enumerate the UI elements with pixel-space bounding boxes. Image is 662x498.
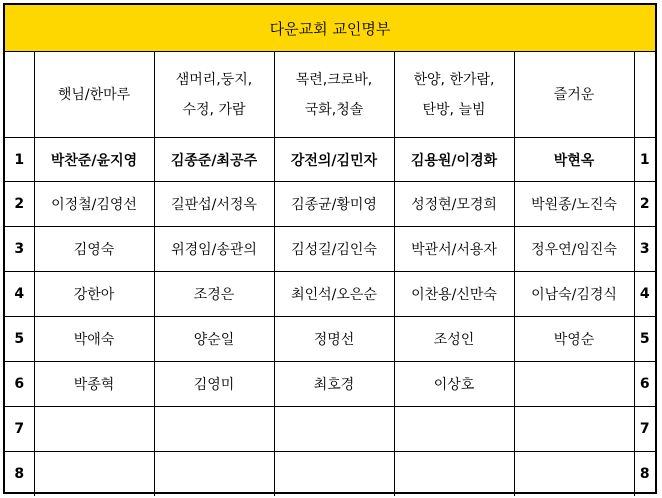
member-cell xyxy=(154,407,274,452)
table-row xyxy=(5,317,655,362)
table-row xyxy=(5,227,655,272)
member-cell xyxy=(514,407,634,452)
member-cell xyxy=(154,452,274,497)
member-cell: 박영순 xyxy=(514,317,634,362)
member-cell: 이상호 xyxy=(394,362,514,407)
member-cell: 길판섭/서정옥 xyxy=(154,182,274,227)
member-cell: 위경임/송관의 xyxy=(154,227,274,272)
member-cell: 김종준/최공주 xyxy=(154,138,274,182)
group-header-line: 수정, 가람 xyxy=(182,101,246,118)
row-number-right: 2 xyxy=(634,182,655,227)
member-cell: 조성인 xyxy=(394,317,514,362)
member-cell: 최인석/오은순 xyxy=(274,272,394,317)
row-number-right: 6 xyxy=(634,362,655,407)
table-row xyxy=(5,138,655,182)
member-cell xyxy=(394,407,514,452)
header-row xyxy=(5,52,655,138)
row-number-left: 6 xyxy=(5,362,34,407)
row-number-left: 8 xyxy=(5,452,34,497)
table-row xyxy=(5,182,655,227)
member-cell xyxy=(514,452,634,497)
member-cell: 김성길/김인숙 xyxy=(274,227,394,272)
row-number-left: 2 xyxy=(5,182,34,227)
row-number-right: 4 xyxy=(634,272,655,317)
member-cell: 박종혁 xyxy=(34,362,154,407)
group-header xyxy=(154,52,274,138)
member-cell: 김종균/황미영 xyxy=(274,182,394,227)
header-corner-left xyxy=(5,52,34,138)
row-number-right: 3 xyxy=(634,227,655,272)
member-cell: 박관서/서용자 xyxy=(394,227,514,272)
row-number-right: 7 xyxy=(634,407,655,452)
row-number-right: 8 xyxy=(634,452,655,497)
member-cell: 김용원/이경화 xyxy=(394,138,514,182)
member-cell: 이남숙/김경식 xyxy=(514,272,634,317)
group-header-line: 목련,크로바, xyxy=(295,71,373,88)
member-cell: 이정철/김영선 xyxy=(34,182,154,227)
group-header-line: 국화,청솔 xyxy=(304,101,364,118)
group-header xyxy=(514,52,634,138)
table-row xyxy=(5,452,655,497)
group-header xyxy=(34,52,154,138)
member-cell xyxy=(274,407,394,452)
member-cell: 최호경 xyxy=(274,362,394,407)
row-number-right: 1 xyxy=(634,138,655,182)
member-cell: 이찬용/신만숙 xyxy=(394,272,514,317)
row-number-left: 5 xyxy=(5,317,34,362)
member-cell xyxy=(274,452,394,497)
member-cell xyxy=(34,452,154,497)
row-number-left: 7 xyxy=(5,407,34,452)
member-cell: 강한아 xyxy=(34,272,154,317)
group-header-line: 즐거운 xyxy=(553,86,595,103)
member-cell: 조경은 xyxy=(154,272,274,317)
header-corner-right xyxy=(634,52,655,138)
member-cell xyxy=(394,452,514,497)
member-cell: 양순일 xyxy=(154,317,274,362)
member-cell xyxy=(34,407,154,452)
member-cell: 정명선 xyxy=(274,317,394,362)
member-cell: 박애숙 xyxy=(34,317,154,362)
member-cell: 김영숙 xyxy=(34,227,154,272)
row-number-left: 3 xyxy=(5,227,34,272)
group-header-line: 탄방, 늘빔 xyxy=(422,101,486,118)
member-cell: 박원종/노진숙 xyxy=(514,182,634,227)
group-header-line: 한양, 한가람, xyxy=(413,71,495,88)
member-cell: 성정현/모경희 xyxy=(394,182,514,227)
table-row xyxy=(5,272,655,317)
member-cell: 박현옥 xyxy=(514,138,634,182)
row-number-left: 1 xyxy=(5,138,34,182)
group-header-line: 샘머리,둥지, xyxy=(175,71,253,88)
member-cell: 박찬준/윤지영 xyxy=(34,138,154,182)
row-number-right: 5 xyxy=(634,317,655,362)
group-header xyxy=(274,52,394,138)
group-header-line: 햇님/한마루 xyxy=(57,86,131,103)
row-number-left: 4 xyxy=(5,272,34,317)
member-directory-sheet xyxy=(3,3,657,494)
group-header xyxy=(394,52,514,138)
member-cell: 정우연/임진숙 xyxy=(514,227,634,272)
table-row xyxy=(5,407,655,452)
member-cell: 강전의/김민자 xyxy=(274,138,394,182)
table-row xyxy=(5,362,655,407)
member-table xyxy=(5,51,655,496)
member-cell xyxy=(514,362,634,407)
member-cell: 김영미 xyxy=(154,362,274,407)
sheet-title: 다운교회 교인명부 xyxy=(5,5,655,52)
